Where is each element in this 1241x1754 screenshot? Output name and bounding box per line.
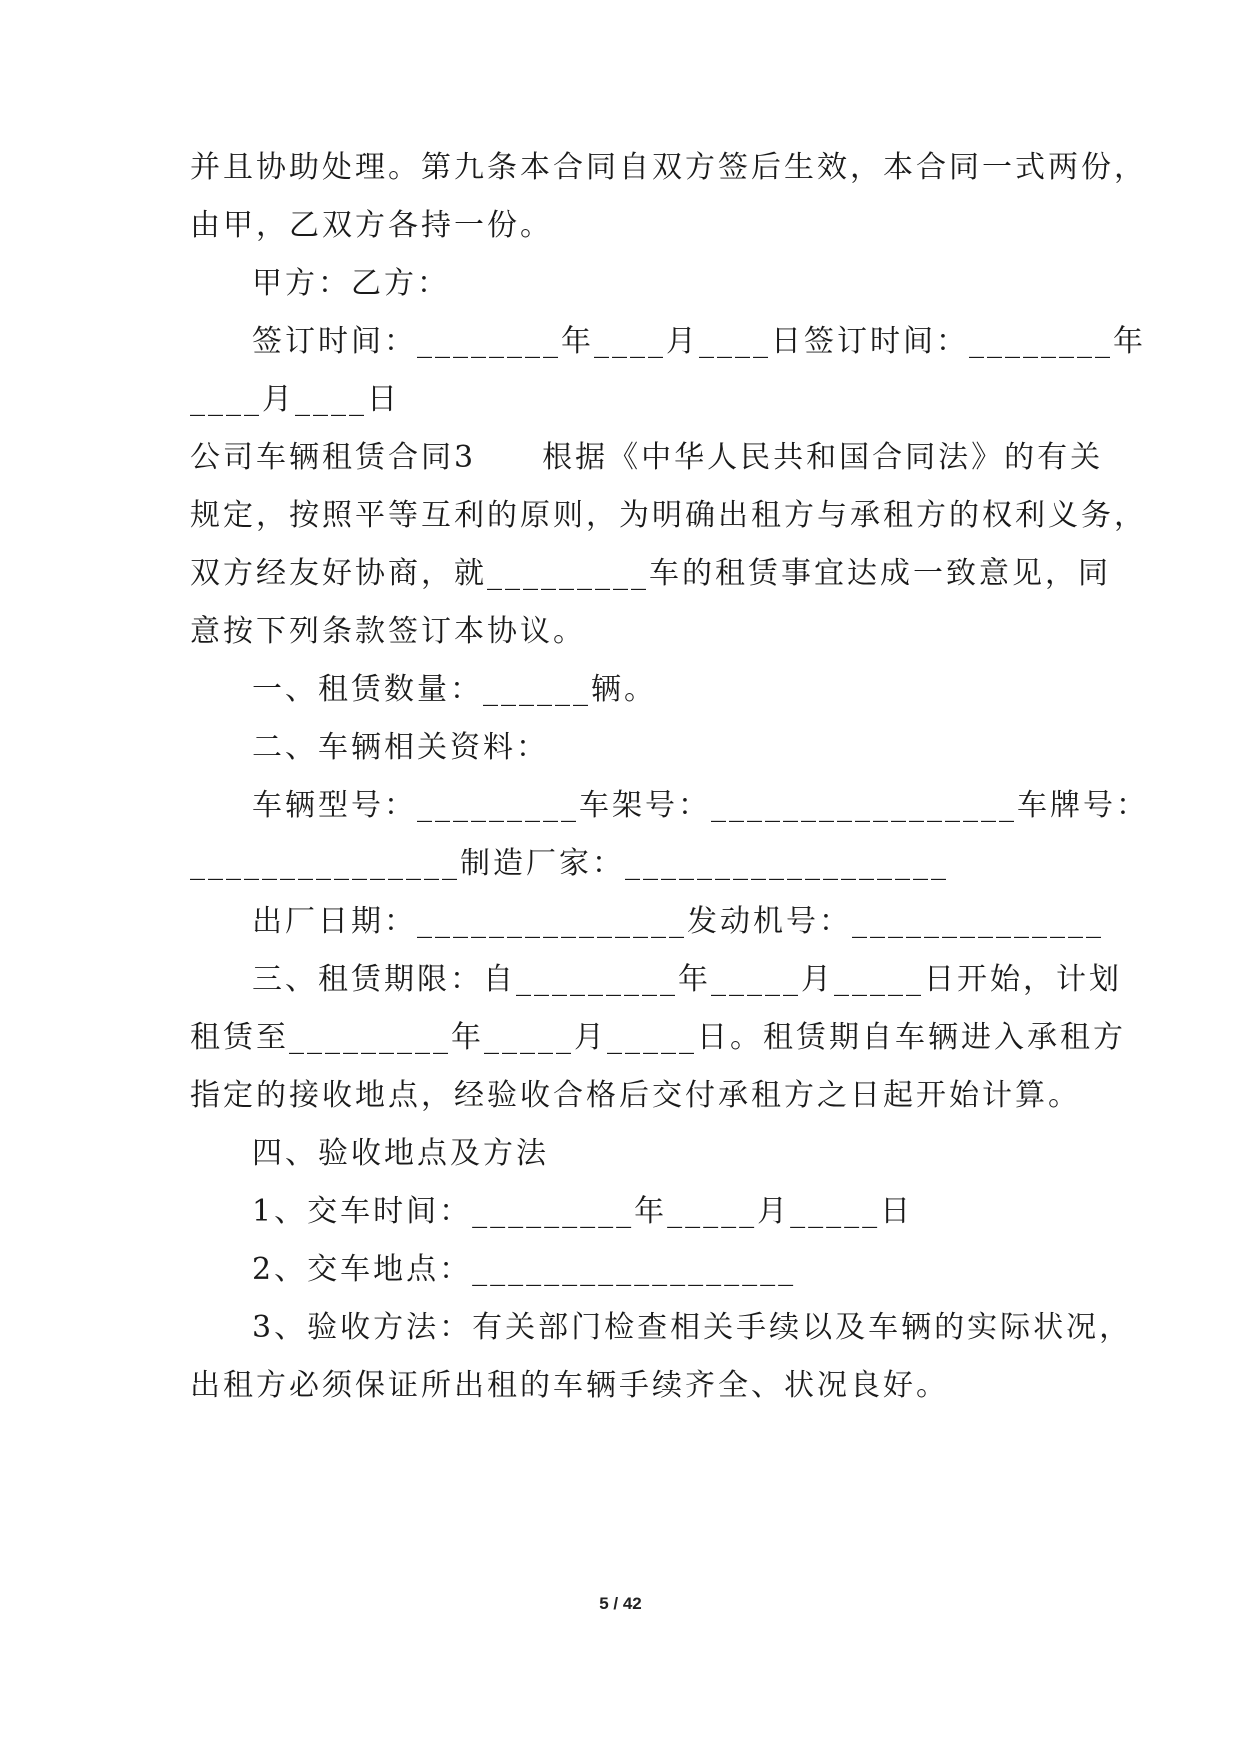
text-line: 一、租赁数量：______辆。 — [252, 672, 657, 707]
text-line: 三、租赁期限：自_________年_____月_____日开始，计划 — [252, 962, 1122, 997]
text-line: 由甲，乙双方各持一份。 — [190, 208, 553, 243]
text-line: 甲方：乙方： — [252, 266, 450, 301]
page-number: 5 / 42 — [599, 1594, 642, 1613]
text-line: 出厂日期：_______________发动机号：______________ — [252, 904, 1104, 939]
text-line: 规定，按照平等互利的原则，为明确出租方与承租方的权利义务， — [190, 498, 1147, 533]
section-heading-line: 公司车辆租赁合同3 根据《中华人民共和国合同法》的有关 — [190, 440, 1104, 475]
text-line: 出租方必须保证所出租的车辆手续齐全、状况良好。 — [190, 1368, 949, 1403]
text-line: 3、验收方法：有关部门检查相关手续以及车辆的实际状况， — [252, 1310, 1133, 1345]
text-line: 签订时间：________年____月____日签订时间：________年 — [252, 324, 1146, 359]
text-line: 双方经友好协商，就_________车的租赁事宜达成一致意见，同 — [190, 556, 1111, 591]
text-line: 意按下列条款签订本协议。 — [190, 614, 586, 649]
text-line: 租赁至_________年_____月_____日。租赁期自车辆进入承租方 — [190, 1020, 1126, 1055]
text-line: 并且协助处理。第九条本合同自双方签后生效，本合同一式两份， — [190, 150, 1147, 185]
text-line: 四、验收地点及方法 — [252, 1136, 549, 1171]
text-line: 二、车辆相关资料： — [252, 730, 549, 765]
text-line: _______________制造厂家：__________________ — [190, 846, 949, 881]
text-line: ____月____日 — [190, 382, 400, 417]
text-line: 车辆型号：_________车架号：_________________车牌号： — [252, 788, 1149, 823]
text-line: 指定的接收地点，经验收合格后交付承租方之日起开始计算。 — [190, 1078, 1081, 1113]
text-line: 1、交车时间：_________年_____月_____日 — [252, 1194, 914, 1229]
text-line: 2、交车地点：__________________ — [252, 1252, 797, 1287]
